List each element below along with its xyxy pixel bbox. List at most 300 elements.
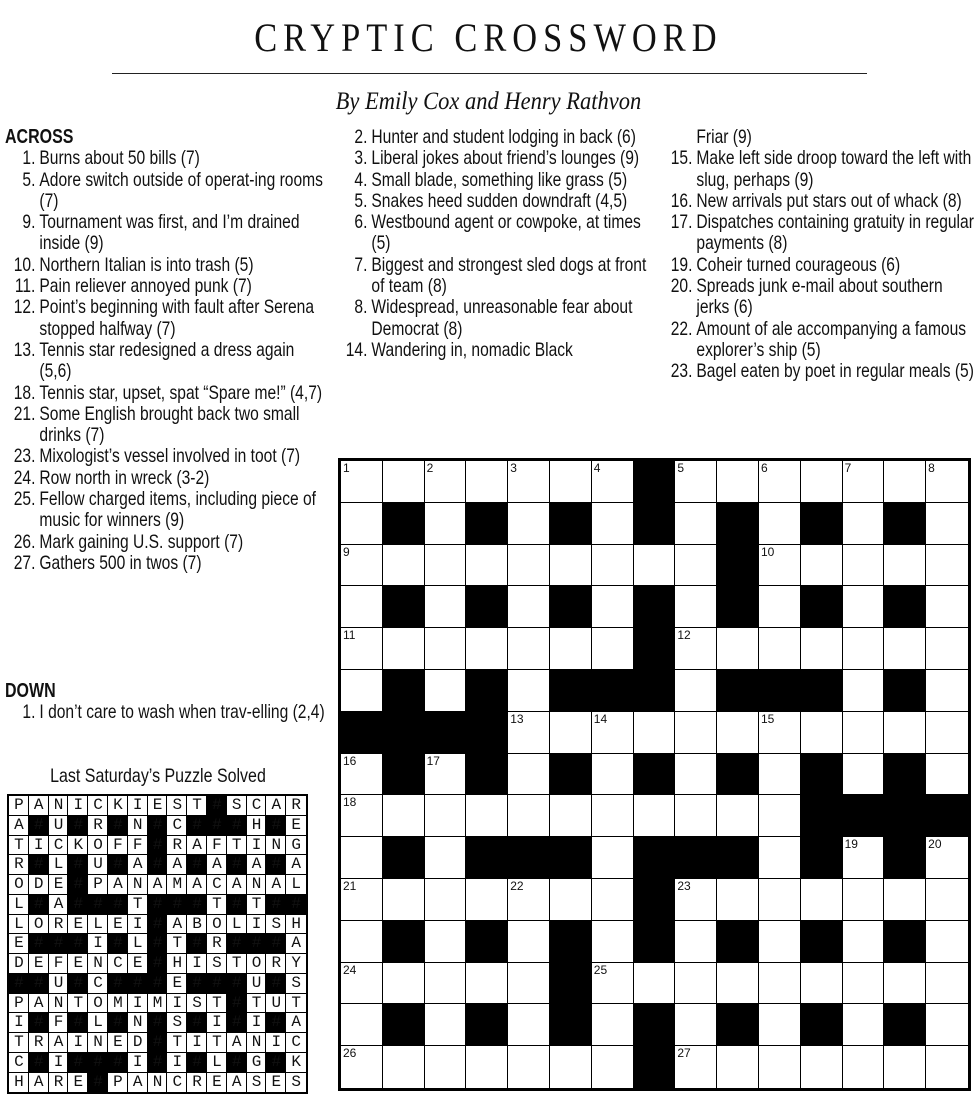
grid-cell[interactable] bbox=[425, 879, 467, 921]
grid-cell[interactable] bbox=[801, 1046, 843, 1088]
solved-letter-cell bbox=[148, 875, 168, 895]
grid-cell[interactable] bbox=[508, 712, 550, 754]
grid-cell[interactable] bbox=[843, 712, 885, 754]
cell-number: 7 bbox=[844, 461, 852, 475]
solved-black-square bbox=[108, 1013, 128, 1033]
grid-cell[interactable] bbox=[341, 879, 383, 921]
grid-cell[interactable] bbox=[675, 586, 717, 628]
grid-cell[interactable] bbox=[759, 963, 801, 1005]
solved-black-square bbox=[227, 1013, 247, 1033]
clue-number: 13. bbox=[13, 338, 36, 361]
black-square bbox=[717, 1004, 759, 1046]
across-clue-list bbox=[5, 148, 330, 574]
clue-text: Tennis star, upset, spat “Spare me!” (4,7) bbox=[39, 381, 323, 404]
grid-cell[interactable] bbox=[759, 921, 801, 963]
page-title: CRYPTIC CROSSWORD bbox=[254, 15, 723, 60]
solved-black-square bbox=[266, 1013, 286, 1033]
grid-cell[interactable] bbox=[425, 503, 467, 545]
solved-letter-cell bbox=[227, 915, 247, 935]
grid-cell[interactable] bbox=[884, 879, 926, 921]
grid-cell[interactable] bbox=[759, 837, 801, 879]
grid-cell[interactable] bbox=[801, 628, 843, 670]
grid-cell[interactable] bbox=[843, 628, 885, 670]
clue-text: Coheir turned courageous (6) bbox=[696, 253, 901, 276]
solved-black-square bbox=[187, 1053, 207, 1073]
grid-cell[interactable] bbox=[717, 1046, 759, 1088]
solved-letter-cell bbox=[247, 1053, 267, 1073]
grid-cell[interactable] bbox=[383, 628, 425, 670]
grid-cell[interactable] bbox=[801, 545, 843, 587]
grid-cell[interactable] bbox=[508, 879, 550, 921]
grid-cell[interactable] bbox=[466, 1046, 508, 1088]
grid-cell[interactable] bbox=[884, 628, 926, 670]
grid-cell[interactable] bbox=[425, 837, 467, 879]
grid-cell[interactable] bbox=[634, 712, 676, 754]
clue-item bbox=[5, 170, 330, 213]
solved-black-square bbox=[29, 816, 49, 836]
grid-cell[interactable] bbox=[592, 586, 634, 628]
solved-row: I#F#L#N#S#I#I#A bbox=[14, 1013, 312, 1032]
grid-cell[interactable] bbox=[801, 461, 843, 503]
black-square bbox=[466, 754, 508, 796]
solved-letter-cell bbox=[128, 1053, 148, 1073]
solved-black-square bbox=[49, 934, 69, 954]
grid-cell[interactable] bbox=[383, 963, 425, 1005]
grid-cell[interactable] bbox=[425, 1046, 467, 1088]
solved-letter-cell bbox=[9, 875, 29, 895]
grid-cell[interactable] bbox=[759, 461, 801, 503]
solved-black-square bbox=[227, 855, 247, 875]
grid-cell[interactable] bbox=[592, 963, 634, 1005]
clue-item bbox=[337, 191, 659, 212]
solved-letter-cell bbox=[88, 836, 108, 856]
clue-text: Mixologist’s vessel involved in toot (7) bbox=[39, 445, 301, 468]
grid-cell[interactable] bbox=[592, 461, 634, 503]
solved-black-square bbox=[207, 974, 227, 994]
solved-letter-cell bbox=[207, 1073, 227, 1093]
cell-number: 3 bbox=[510, 461, 517, 475]
grid-cell[interactable] bbox=[508, 754, 550, 796]
solved-puzzle-grid bbox=[7, 794, 312, 1094]
solved-letter-cell bbox=[207, 895, 227, 915]
grid-cell[interactable] bbox=[926, 628, 968, 670]
clue-number: 17. bbox=[670, 211, 693, 234]
grid-cell[interactable] bbox=[675, 921, 717, 963]
grid-cell[interactable] bbox=[717, 795, 759, 837]
grid-cell[interactable] bbox=[425, 545, 467, 587]
grid-cell[interactable] bbox=[425, 795, 467, 837]
grid-cell[interactable] bbox=[759, 754, 801, 796]
grid-cell[interactable] bbox=[675, 754, 717, 796]
clue-column-right bbox=[662, 127, 977, 383]
black-square bbox=[634, 628, 676, 670]
grid-cell[interactable] bbox=[801, 963, 843, 1005]
grid-cell[interactable] bbox=[759, 795, 801, 837]
grid-cell[interactable] bbox=[592, 712, 634, 754]
solved-black-square bbox=[148, 1033, 168, 1053]
grid-cell[interactable] bbox=[759, 1046, 801, 1088]
grid-cell[interactable] bbox=[675, 503, 717, 545]
solved-black-square bbox=[266, 1053, 286, 1073]
grid-cell[interactable] bbox=[634, 545, 676, 587]
black-square bbox=[634, 754, 676, 796]
grid-cell[interactable] bbox=[466, 963, 508, 1005]
grid-cell[interactable] bbox=[717, 628, 759, 670]
cell-number: 26 bbox=[343, 1046, 357, 1061]
solved-letter-cell bbox=[247, 954, 267, 974]
grid-cell[interactable] bbox=[341, 670, 383, 712]
grid-cell[interactable] bbox=[341, 1004, 383, 1046]
solved-letter-cell bbox=[49, 974, 69, 994]
solved-letter-cell bbox=[207, 994, 227, 1014]
black-square bbox=[634, 879, 676, 921]
grid-cell[interactable] bbox=[425, 963, 467, 1005]
grid-cell[interactable] bbox=[425, 754, 467, 796]
solved-letter-cell bbox=[247, 816, 267, 836]
solved-letter-cell bbox=[88, 954, 108, 974]
solved-letter-cell bbox=[29, 1033, 49, 1053]
grid-cell[interactable] bbox=[717, 963, 759, 1005]
grid-cell[interactable] bbox=[759, 545, 801, 587]
black-square bbox=[634, 1004, 676, 1046]
solved-letter-cell bbox=[29, 796, 49, 816]
black-square bbox=[801, 670, 843, 712]
clue-text: Spreads junk e-mail about southern jerks (6) bbox=[696, 275, 943, 319]
clue-text: Adore switch outside of operat-ing rooms (7) bbox=[39, 168, 323, 212]
grid-cell[interactable] bbox=[759, 1004, 801, 1046]
grid-cell[interactable] bbox=[843, 879, 885, 921]
grid-cell[interactable] bbox=[884, 545, 926, 587]
solved-letter-cell bbox=[286, 1013, 306, 1033]
solved-letter-cell bbox=[88, 1033, 108, 1053]
grid-cell[interactable] bbox=[843, 1004, 885, 1046]
clue-item bbox=[337, 127, 659, 148]
grid-cell[interactable] bbox=[926, 1004, 968, 1046]
grid-cell[interactable] bbox=[675, 628, 717, 670]
grid-cell[interactable] bbox=[383, 461, 425, 503]
cell-number: 13 bbox=[510, 711, 524, 726]
grid-cell[interactable] bbox=[926, 837, 968, 879]
black-square bbox=[550, 586, 592, 628]
solved-puzzle-label: Last Saturday’s Puzzle Solved bbox=[50, 765, 266, 787]
grid-cell[interactable] bbox=[341, 503, 383, 545]
grid-cell[interactable] bbox=[592, 921, 634, 963]
grid-cell[interactable] bbox=[341, 628, 383, 670]
solved-row: LORELEI#ABOLISH bbox=[14, 914, 312, 933]
clue-item bbox=[337, 297, 659, 340]
grid-cell[interactable] bbox=[508, 921, 550, 963]
grid-cell[interactable] bbox=[843, 837, 885, 879]
grid-cell[interactable] bbox=[675, 963, 717, 1005]
grid-cell[interactable] bbox=[425, 1004, 467, 1046]
grid-cell[interactable] bbox=[341, 1046, 383, 1088]
grid-cell[interactable] bbox=[675, 670, 717, 712]
grid-cell[interactable] bbox=[550, 461, 592, 503]
solved-letter-cell bbox=[207, 934, 227, 954]
grid-cell[interactable] bbox=[843, 461, 885, 503]
solved-black-square bbox=[227, 934, 247, 954]
solved-letter-cell bbox=[9, 994, 29, 1014]
clue-number: 24. bbox=[13, 466, 36, 489]
grid-cell[interactable] bbox=[466, 795, 508, 837]
grid-cell[interactable] bbox=[675, 1004, 717, 1046]
down-heading: DOWN bbox=[5, 680, 56, 702]
solved-letter-cell bbox=[88, 934, 108, 954]
solved-letter-cell bbox=[167, 875, 187, 895]
black-square bbox=[884, 1004, 926, 1046]
clue-text: Point’s beginning with fault after Serena stopped halfway (7) bbox=[39, 296, 315, 340]
cell-number: 2 bbox=[426, 461, 434, 475]
grid-cell[interactable] bbox=[508, 586, 550, 628]
grid-cell[interactable] bbox=[341, 586, 383, 628]
black-square bbox=[550, 670, 592, 712]
grid-cell[interactable] bbox=[550, 1046, 592, 1088]
grid-cell[interactable] bbox=[341, 921, 383, 963]
grid-cell[interactable] bbox=[759, 628, 801, 670]
grid-cell[interactable] bbox=[926, 586, 968, 628]
grid-cell[interactable] bbox=[675, 879, 717, 921]
grid-cell[interactable] bbox=[425, 921, 467, 963]
solved-letter-cell bbox=[247, 994, 267, 1014]
grid-cell[interactable] bbox=[341, 754, 383, 796]
clue-text: Biggest and strongest sled dogs at front of team (8) bbox=[371, 253, 647, 298]
solved-letter-cell bbox=[128, 796, 148, 816]
solved-letter-cell bbox=[207, 875, 227, 895]
solved-letter-cell bbox=[29, 1073, 49, 1093]
grid-cell[interactable] bbox=[466, 545, 508, 587]
grid-cell[interactable] bbox=[550, 545, 592, 587]
solved-black-square bbox=[108, 816, 128, 836]
grid-cell[interactable] bbox=[926, 545, 968, 587]
grid-cell[interactable] bbox=[341, 837, 383, 879]
grid-cell[interactable] bbox=[634, 795, 676, 837]
grid-cell[interactable] bbox=[843, 921, 885, 963]
solved-black-square bbox=[29, 895, 49, 915]
solved-letter-cell bbox=[167, 836, 187, 856]
grid-cell[interactable] bbox=[508, 1004, 550, 1046]
grid-cell[interactable] bbox=[717, 879, 759, 921]
grid-cell[interactable] bbox=[843, 963, 885, 1005]
solved-black-square bbox=[108, 974, 128, 994]
black-square bbox=[550, 754, 592, 796]
grid-cell[interactable] bbox=[759, 503, 801, 545]
black-square bbox=[884, 586, 926, 628]
byline: By Emily Cox and Henry Rathvon bbox=[335, 88, 642, 115]
grid-cell[interactable] bbox=[341, 795, 383, 837]
solved-letter-cell bbox=[266, 1073, 286, 1093]
solved-letter-cell bbox=[49, 875, 69, 895]
grid-cell[interactable] bbox=[425, 586, 467, 628]
grid-cell[interactable] bbox=[926, 963, 968, 1005]
solved-letter-cell bbox=[247, 915, 267, 935]
grid-cell[interactable] bbox=[592, 837, 634, 879]
solved-black-square bbox=[148, 915, 168, 935]
grid-cell[interactable] bbox=[926, 712, 968, 754]
grid-cell[interactable] bbox=[383, 795, 425, 837]
grid-cell[interactable] bbox=[508, 628, 550, 670]
solved-letter-cell bbox=[286, 974, 306, 994]
crossword-grid[interactable] bbox=[338, 458, 971, 1091]
grid-cell[interactable] bbox=[926, 879, 968, 921]
black-square bbox=[466, 670, 508, 712]
grid-cell[interactable] bbox=[717, 461, 759, 503]
clue-text: Snakes heed sudden downdraft (4,5) bbox=[371, 189, 628, 212]
grid-cell[interactable] bbox=[843, 670, 885, 712]
grid-cell[interactable] bbox=[675, 1046, 717, 1088]
solved-black-square bbox=[227, 1053, 247, 1073]
grid-cell[interactable] bbox=[550, 879, 592, 921]
clue-14-continued: Friar (9) bbox=[696, 126, 752, 148]
grid-cell[interactable] bbox=[425, 670, 467, 712]
black-square bbox=[801, 795, 843, 837]
grid-cell[interactable] bbox=[884, 461, 926, 503]
grid-cell[interactable] bbox=[508, 670, 550, 712]
clue-text: Make left side droop toward the left with slug, perhaps (9) bbox=[696, 147, 972, 191]
grid-cell[interactable] bbox=[550, 795, 592, 837]
grid-cell[interactable] bbox=[508, 545, 550, 587]
grid-cell[interactable] bbox=[884, 963, 926, 1005]
grid-cell[interactable] bbox=[508, 503, 550, 545]
grid-cell[interactable] bbox=[508, 461, 550, 503]
grid-cell[interactable] bbox=[675, 712, 717, 754]
black-square bbox=[759, 670, 801, 712]
solved-black-square bbox=[29, 934, 49, 954]
grid-cell[interactable] bbox=[592, 754, 634, 796]
clue-number: 4. bbox=[354, 168, 368, 191]
solved-letter-cell bbox=[286, 875, 306, 895]
solved-letter-cell bbox=[247, 895, 267, 915]
solved-row: HARE#PANCREASES bbox=[14, 1072, 312, 1091]
solved-letter-cell bbox=[9, 934, 29, 954]
grid-cell[interactable] bbox=[425, 628, 467, 670]
grid-cell[interactable] bbox=[759, 712, 801, 754]
black-square bbox=[634, 921, 676, 963]
grid-cell[interactable] bbox=[466, 879, 508, 921]
black-square bbox=[383, 837, 425, 879]
clue-text: Dispatches containing gratuity in regular payments (8) bbox=[696, 211, 974, 255]
solved-black-square bbox=[68, 1013, 88, 1033]
grid-cell[interactable] bbox=[843, 754, 885, 796]
grid-cell[interactable] bbox=[550, 628, 592, 670]
grid-cell[interactable] bbox=[926, 461, 968, 503]
grid-cell[interactable] bbox=[634, 963, 676, 1005]
solved-letter-cell bbox=[247, 974, 267, 994]
clue-text: Burns about 50 bills (7) bbox=[39, 147, 200, 170]
grid-cell[interactable] bbox=[884, 712, 926, 754]
black-square bbox=[884, 795, 926, 837]
solved-letter-cell bbox=[227, 954, 247, 974]
solved-letter-cell bbox=[207, 954, 227, 974]
grid-cell[interactable] bbox=[425, 461, 467, 503]
grid-cell[interactable] bbox=[926, 670, 968, 712]
grid-cell[interactable] bbox=[383, 545, 425, 587]
solved-black-square bbox=[9, 974, 29, 994]
clue-item bbox=[662, 191, 977, 212]
grid-cell[interactable] bbox=[843, 1046, 885, 1088]
grid-cell[interactable] bbox=[926, 921, 968, 963]
grid-cell[interactable] bbox=[592, 795, 634, 837]
clue-number: 11. bbox=[14, 275, 36, 298]
clue-number: 7. bbox=[354, 253, 368, 276]
clue-item bbox=[337, 170, 659, 191]
solved-letter-cell bbox=[148, 796, 168, 816]
grid-cell[interactable] bbox=[884, 1046, 926, 1088]
grid-cell[interactable] bbox=[550, 712, 592, 754]
grid-cell[interactable] bbox=[926, 1046, 968, 1088]
grid-cell[interactable] bbox=[383, 1046, 425, 1088]
grid-cell[interactable] bbox=[592, 1004, 634, 1046]
solved-letter-cell bbox=[266, 915, 286, 935]
grid-cell[interactable] bbox=[926, 503, 968, 545]
cell-number: 23 bbox=[677, 878, 691, 893]
clue-number: 22. bbox=[670, 317, 693, 340]
grid-cell[interactable] bbox=[592, 628, 634, 670]
grid-cell[interactable] bbox=[508, 795, 550, 837]
solved-letter-cell bbox=[49, 994, 69, 1014]
black-square bbox=[717, 754, 759, 796]
solved-letter-cell bbox=[108, 836, 128, 856]
solved-black-square bbox=[266, 816, 286, 836]
black-square bbox=[550, 837, 592, 879]
grid-cell[interactable] bbox=[508, 963, 550, 1005]
grid-cell[interactable] bbox=[383, 879, 425, 921]
clue-text: Wandering in, nomadic Black bbox=[371, 338, 573, 361]
solved-letter-cell bbox=[167, 915, 187, 935]
solved-black-square bbox=[88, 1053, 108, 1073]
grid-cell[interactable] bbox=[592, 879, 634, 921]
black-square bbox=[634, 1046, 676, 1088]
grid-cell[interactable] bbox=[675, 461, 717, 503]
grid-cell[interactable] bbox=[341, 545, 383, 587]
clue-item bbox=[5, 297, 330, 340]
grid-cell[interactable] bbox=[759, 586, 801, 628]
solved-letter-cell bbox=[247, 836, 267, 856]
solved-letter-cell bbox=[227, 796, 247, 816]
grid-cell[interactable] bbox=[466, 461, 508, 503]
clue-number: 8. bbox=[354, 296, 368, 319]
grid-cell[interactable] bbox=[341, 963, 383, 1005]
grid-cell[interactable] bbox=[926, 754, 968, 796]
black-square bbox=[341, 712, 383, 754]
solved-letter-cell bbox=[9, 1013, 29, 1033]
grid-cell[interactable] bbox=[843, 545, 885, 587]
solved-letter-cell bbox=[68, 954, 88, 974]
grid-cell[interactable] bbox=[466, 628, 508, 670]
black-square bbox=[801, 586, 843, 628]
cell-number: 27 bbox=[677, 1046, 691, 1061]
grid-cell[interactable] bbox=[801, 879, 843, 921]
grid-cell[interactable] bbox=[508, 1046, 550, 1088]
grid-cell[interactable] bbox=[675, 795, 717, 837]
clue-text: Liberal jokes about friend’s lounges (9) bbox=[371, 147, 640, 170]
clue-item bbox=[5, 276, 330, 297]
grid-cell[interactable] bbox=[341, 461, 383, 503]
black-square bbox=[634, 586, 676, 628]
grid-cell[interactable] bbox=[675, 545, 717, 587]
grid-cell[interactable] bbox=[759, 879, 801, 921]
grid-cell[interactable] bbox=[801, 712, 843, 754]
grid-cell[interactable] bbox=[592, 1046, 634, 1088]
solved-letter-cell bbox=[266, 994, 286, 1014]
grid-cell[interactable] bbox=[717, 712, 759, 754]
grid-cell[interactable] bbox=[592, 545, 634, 587]
solved-letter-cell bbox=[167, 1033, 187, 1053]
grid-cell[interactable] bbox=[592, 503, 634, 545]
grid-cell[interactable] bbox=[843, 503, 885, 545]
grid-cell[interactable] bbox=[843, 586, 885, 628]
solved-letter-cell bbox=[9, 1073, 29, 1093]
clue-text: Amount of ale accompanying a famous explorer’s ship (5) bbox=[696, 317, 967, 361]
